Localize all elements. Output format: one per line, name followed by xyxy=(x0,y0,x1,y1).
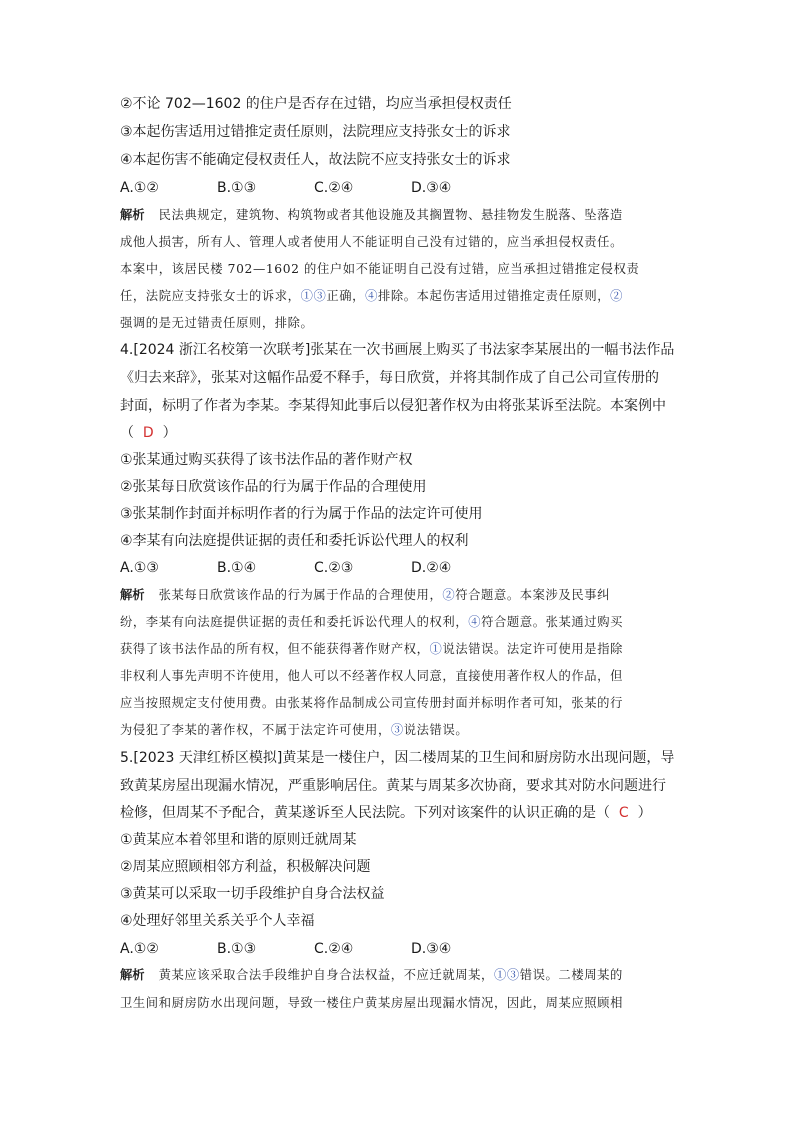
q4-statement-3: ③张某制作封面并标明作者的行为属于作品的法定许可使用 xyxy=(120,506,483,522)
q4-option-b: B.①④ xyxy=(217,560,257,576)
q4-explanation-line-2: 纷，李某有向法庭提供证据的责任和委托诉讼代理人的权利，④符合题意。张某通过购买 xyxy=(120,615,623,629)
q4-explanation-line-4: 非权利人事先声明不许使用，他人可以不经著作权人同意，直接使用著作权人的作品，但 xyxy=(120,669,623,683)
q5-stem-line-3: 检修，但周某不予配合，黄某遂诉至人民法院。下列对该案件的认识正确的是（ C ） xyxy=(120,805,652,821)
q4-explanation-line-1: 解析 张某每日欣赏该作品的行为属于作品的合理使用，②符合题意。本案涉及民事纠 xyxy=(120,588,611,602)
q3-explanation-line-2: 成他人损害，所有人、管理人或者使用人不能证明自己没有过错的，应当承担侵权责任。 xyxy=(120,235,623,249)
q5-stem-line-2: 致黄某房屋出现漏水情况，严重影响居住。黄某与周某多次协商，要求其对防水问题进行 xyxy=(120,778,666,794)
q4-explanation-line-3: 获得了该书法作品的所有权，但不能获得著作财产权，①说法错误。法定许可使用是指除 xyxy=(120,642,623,656)
q3-explanation-line-1: 解析 民法典规定，建筑物、构筑物或者其他设施及其搁置物、悬挂物发生脱落、坠落造 xyxy=(120,208,623,222)
q4-statement-1: ①张某通过购买获得了该书法作品的著作财产权 xyxy=(120,452,413,468)
q5-option-a: A.①② xyxy=(120,941,159,957)
q4-option-c: C.②③ xyxy=(314,560,354,576)
q3-option-b: B.①③ xyxy=(217,180,257,196)
q3-statement-4: ④本起伤害不能确定侵权责任人，故法院不应支持张女士的诉求 xyxy=(120,152,511,168)
q4-answer-line: （ D ） xyxy=(120,425,177,441)
q5-options xyxy=(120,939,508,959)
q4-answer: D xyxy=(142,425,154,441)
q5-explanation-label: 解析 xyxy=(120,968,145,982)
q4-explanation-label: 解析 xyxy=(120,588,145,602)
q3-explanation-line-3: 本案中，该居民楼 702—1602 的住户如不能证明自己没有过错，应当承担过错推定侵权责 xyxy=(120,262,640,276)
q4-stem-line-2: 《归去来辞》，张某对这幅作品爱不释手，每日欣赏，并将其制作成了自己公司宣传册的 xyxy=(120,370,659,386)
q5-explanation-line-1: 解析 黄某应该采取合法手段维护自身合法权益，不应迁就周某，①③错误。二楼周某的 xyxy=(120,968,623,982)
q3-option-c: C.②④ xyxy=(314,180,354,196)
q3-statement-3: ③本起伤害适用过错推定责任原则，法院理应支持张女士的诉求 xyxy=(120,124,511,140)
q4-statement-4: ④李某有向法庭提供证据的责任和委托诉讼代理人的权利 xyxy=(120,533,469,549)
q5-statement-1: ①黄某应本着邻里和谐的原则迁就周某 xyxy=(120,832,357,848)
q5-option-b: B.①③ xyxy=(217,941,257,957)
q4-stem-line-1: 4.[2024 浙江名校第一次联考]张某在一次书画展上购买了书法家李某展出的一幅书法作品 xyxy=(120,342,675,358)
q3-option-a: A.①② xyxy=(120,180,159,196)
q5-stem-line-1: 5.[2023 天津红桥区模拟]黄某是一楼住户，因二楼周某的卫生间和厨房防水出现问题，导 xyxy=(120,750,675,766)
q4-explanation-line-5: 应当按照规定支付使用费。由张某将作品制成公司宣传册封面并标明作者可知，张某的行 xyxy=(120,696,623,710)
q4-explanation-line-6: 为侵犯了李某的著作权，不属于法定许可使用，③说法错误。 xyxy=(120,723,469,737)
q5-statement-4: ④处理好邻里关系关乎个人幸福 xyxy=(120,913,315,929)
q5-statement-3: ③黄某可以采取一切手段维护自身合法权益 xyxy=(120,886,385,902)
q5-option-c: C.②④ xyxy=(314,941,354,957)
q4-option-a: A.①③ xyxy=(120,560,159,576)
q4-options xyxy=(120,558,508,578)
q5-option-d: D.③④ xyxy=(411,941,452,957)
q4-stem-line-3: 封面，标明了作者为李某。李某得知此事后以侵犯著作权为由将张某诉至法院。本案例中 xyxy=(120,398,666,414)
q3-options xyxy=(120,178,508,198)
q4-statement-2: ②张某每日欣赏该作品的行为属于作品的合理使用 xyxy=(120,479,427,495)
q3-explanation-line-4: 任，法院应支持张女士的诉求，①③正确，④排除。本起伤害适用过错推定责任原则，② xyxy=(120,289,624,303)
q3-option-d: D.③④ xyxy=(411,180,452,196)
q3-statement-2: ②不论 702—1602 的住户是否存在过错，均应当承担侵权责任 xyxy=(120,96,512,112)
q4-option-d: D.②④ xyxy=(411,560,452,576)
q3-explanation-label: 解析 xyxy=(120,208,145,222)
q5-answer: C xyxy=(618,805,629,821)
q5-statement-2: ②周某应照顾相邻方利益，积极解决问题 xyxy=(120,859,371,875)
q3-explanation-line-5: 强调的是无过错责任原则，排除。 xyxy=(120,316,314,330)
q5-explanation-line-2: 卫生间和厨房防水出现问题，导致一楼住户黄某房屋出现漏水情况，因此，周某应照顾相 xyxy=(120,996,623,1010)
